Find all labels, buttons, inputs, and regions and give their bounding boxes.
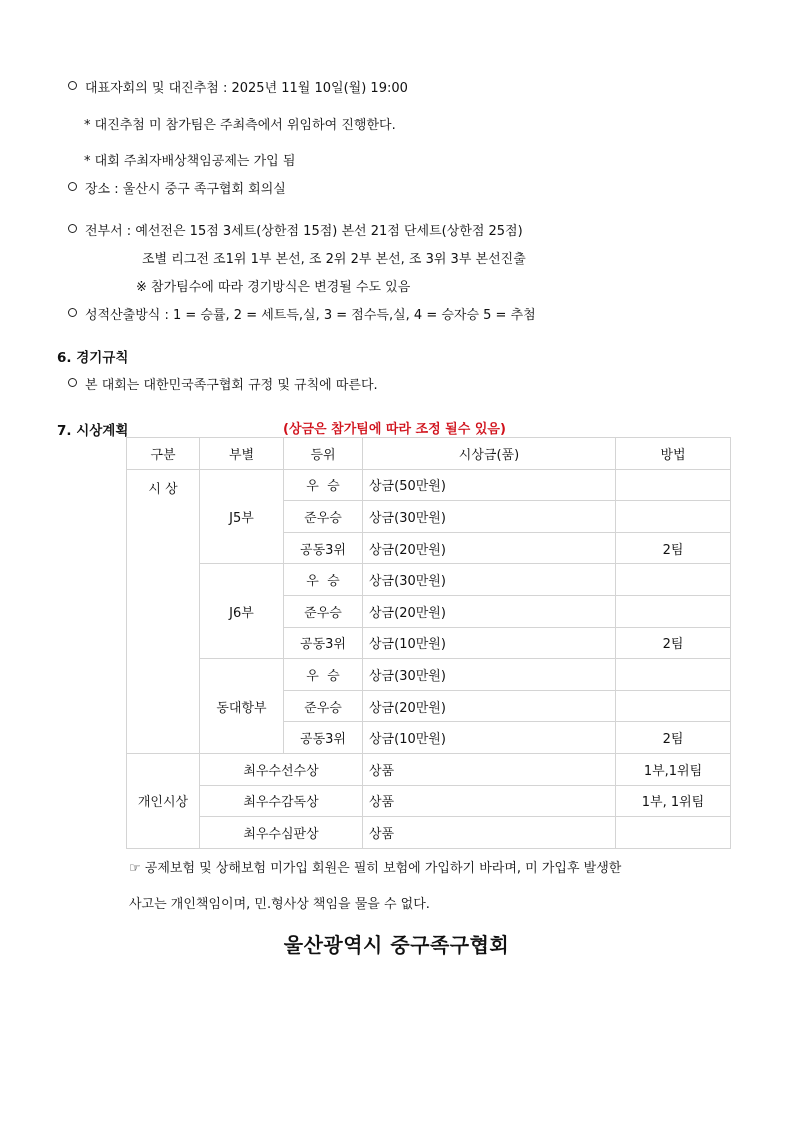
bullet-circle-icon xyxy=(68,224,77,233)
note-insurance-line: * 대회 주최자배상책임공제는 가입 됨 xyxy=(84,154,296,169)
group-individual-cell: 개인시상 xyxy=(127,753,200,848)
method-cell xyxy=(616,659,731,691)
bullet-circle-icon xyxy=(68,182,77,191)
award-name-cell: 최우수감독상 xyxy=(200,785,363,817)
meeting-line: 대표자회의 및 대진추첨 : 2025년 11월 10일(월) 19:00 xyxy=(85,81,408,96)
method-cell xyxy=(616,501,731,533)
rank-cell: 준우승 xyxy=(284,501,363,533)
prize-cell: 상품 xyxy=(363,817,616,849)
method-cell: 1부,1위팀 xyxy=(616,753,731,785)
section6-heading: 6. 경기규칙 xyxy=(57,350,129,366)
table-row xyxy=(127,817,731,849)
rank-cell: 공동3위 xyxy=(284,627,363,659)
header-method: 방법 xyxy=(616,438,731,470)
division-cell: J5부 xyxy=(200,469,284,564)
table-row xyxy=(127,659,731,691)
table-row xyxy=(127,785,731,817)
venue-line: 장소 : 울산시 중구 족구협회 회의실 xyxy=(85,182,286,197)
organization-title: 울산광역시 중구족구협회 xyxy=(283,933,510,957)
method-cell xyxy=(616,564,731,596)
method-cell: 2팀 xyxy=(616,722,731,754)
prize-cell: 상금(10만원) xyxy=(363,722,616,754)
prize-cell: 상품 xyxy=(363,785,616,817)
format-line-3: ※ 참가팀수에 따라 경기방식은 변경될 수도 있음 xyxy=(136,280,411,295)
format-line-2: 조별 리그전 조1위 1부 본선, 조 2위 2부 본선, 조 3위 3부 본선진출 xyxy=(142,252,526,267)
section7-heading: 7. 시상계획 xyxy=(57,423,129,439)
rank-cell: 준우승 xyxy=(284,690,363,722)
table-row xyxy=(127,753,731,785)
prize-cell: 상금(10만원) xyxy=(363,627,616,659)
method-cell: 2팀 xyxy=(616,627,731,659)
prize-adjust-note: (상금은 참가팀에 따라 조정 될수 있음) xyxy=(283,422,506,437)
prize-cell: 상금(30만원) xyxy=(363,659,616,691)
header-division: 부별 xyxy=(200,438,284,470)
method-cell: 2팀 xyxy=(616,532,731,564)
table-row xyxy=(127,564,731,596)
ranking-line: 성적산출방식 : 1 = 승률, 2 = 세트득,실, 3 = 점수득,실, 4 = 승자승 5 = 추첨 xyxy=(85,308,536,323)
rank-cell: 우 승 xyxy=(284,659,363,691)
format-line: 전부서 : 예선전은 15점 3세트(상한점 15점) 본선 21점 단세트(상한점 25점) xyxy=(85,224,523,239)
rank-cell: 준우승 xyxy=(284,595,363,627)
bullet-circle-icon xyxy=(68,378,77,387)
award-name-cell: 최우수심판상 xyxy=(200,817,363,849)
prize-cell: 상금(20만원) xyxy=(363,532,616,564)
prize-cell: 상금(20만원) xyxy=(363,690,616,722)
table-row xyxy=(127,469,731,501)
header-rank: 등위 xyxy=(284,438,363,470)
header-category: 구분 xyxy=(127,438,200,470)
footnote-line-2: 사고는 개인책임이며, 민.형사상 책임을 물을 수 없다. xyxy=(129,897,430,912)
group-award-cell: 시 상 xyxy=(127,469,200,753)
table-header-row xyxy=(127,438,731,470)
method-cell xyxy=(616,817,731,849)
prize-cell: 상금(20만원) xyxy=(363,595,616,627)
award-name-cell: 최우수선수상 xyxy=(200,753,363,785)
note-draw-line: * 대진추첨 미 참가팀은 주최측에서 위임하여 진행한다. xyxy=(84,118,396,133)
rank-cell: 우 승 xyxy=(284,564,363,596)
award-table xyxy=(126,437,731,849)
prize-cell: 상금(30만원) xyxy=(363,564,616,596)
rank-cell: 공동3위 xyxy=(284,722,363,754)
method-cell: 1부, 1위팀 xyxy=(616,785,731,817)
prize-cell: 상금(30만원) xyxy=(363,501,616,533)
division-cell: J6부 xyxy=(200,564,284,659)
bullet-circle-icon xyxy=(68,308,77,317)
division-cell: 동대항부 xyxy=(200,659,284,754)
prize-cell: 상금(50만원) xyxy=(363,469,616,501)
prize-cell: 상품 xyxy=(363,753,616,785)
method-cell xyxy=(616,469,731,501)
footnote-line-1: ☞ 공제보험 및 상해보험 미가입 회원은 필히 보험에 가입하기 바라며, 미 가입후 발생한 xyxy=(129,861,622,876)
rank-cell: 공동3위 xyxy=(284,532,363,564)
bullet-circle-icon xyxy=(68,81,77,90)
header-prize: 시상금(품) xyxy=(363,438,616,470)
method-cell xyxy=(616,595,731,627)
rule-line: 본 대회는 대한민국족구협회 규정 및 규칙에 따른다. xyxy=(85,378,378,393)
rank-cell: 우 승 xyxy=(284,469,363,501)
method-cell xyxy=(616,690,731,722)
